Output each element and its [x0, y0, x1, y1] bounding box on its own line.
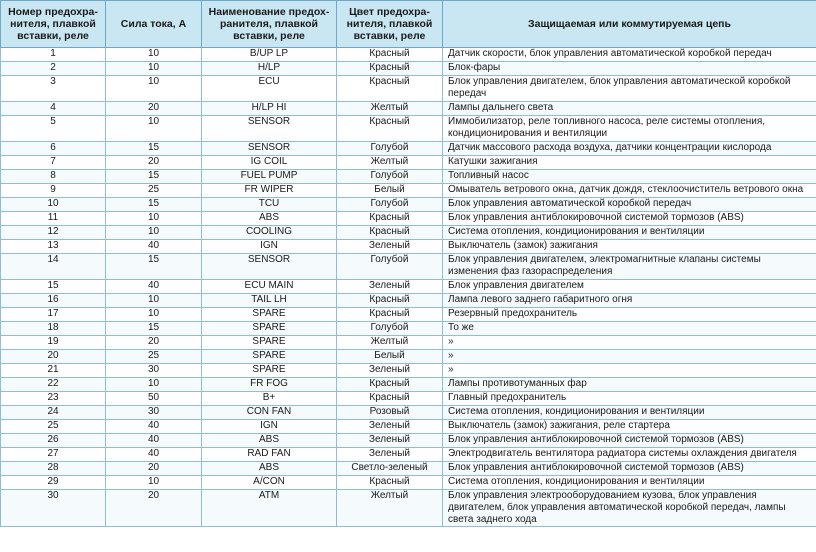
- cell-number: 14: [1, 254, 106, 280]
- table-row: [1, 48, 816, 62]
- cell-number: 19: [1, 336, 106, 350]
- cell-name: SPARE: [202, 336, 337, 350]
- table-row: [1, 76, 816, 102]
- cell-circuit: Блок управления двигателем, электромагнитные клапаны системы изменения фаз газораспределения: [443, 254, 816, 280]
- cell-circuit: Блок управления электрооборудованием кузова, блок управления двигателем, блок управления автоматической коробкой передач, лампы света заднего хода: [443, 490, 816, 527]
- table-row: [1, 308, 816, 322]
- cell-color: Красный: [337, 226, 443, 240]
- cell-current: 20: [106, 490, 202, 527]
- cell-number: 7: [1, 156, 106, 170]
- cell-number: 5: [1, 116, 106, 142]
- header-circuit: Защищаемая или коммутируемая цепь: [443, 1, 816, 48]
- cell-name: CON FAN: [202, 406, 337, 420]
- cell-circuit: Блок управления антиблокировочной системой тормозов (ABS): [443, 434, 816, 448]
- cell-current: 40: [106, 420, 202, 434]
- header-name: Наименование предох-ранителя, плавкой вставки, реле: [202, 1, 337, 48]
- cell-color: Красный: [337, 76, 443, 102]
- cell-circuit: Иммобилизатор, реле топливного насоса, реле системы отопления, кондиционирования и вентиляции: [443, 116, 816, 142]
- cell-circuit: Датчик массового расхода воздуха, датчики концентрации кислорода: [443, 142, 816, 156]
- cell-number: 22: [1, 378, 106, 392]
- cell-current: 10: [106, 116, 202, 142]
- cell-color: Белый: [337, 350, 443, 364]
- cell-color: Голубой: [337, 322, 443, 336]
- cell-name: SPARE: [202, 322, 337, 336]
- cell-circuit: Электродвигатель вентилятора радиатора системы охлаждения двигателя: [443, 448, 816, 462]
- cell-circuit: Система отопления, кондиционирования и вентиляции: [443, 476, 816, 490]
- cell-number: 8: [1, 170, 106, 184]
- cell-circuit: Лампы противотуманных фар: [443, 378, 816, 392]
- cell-circuit: Резервный предохранитель: [443, 308, 816, 322]
- table-row: [1, 392, 816, 406]
- cell-number: 2: [1, 62, 106, 76]
- cell-current: 10: [106, 308, 202, 322]
- cell-circuit: Главный предохранитель: [443, 392, 816, 406]
- cell-circuit: »: [443, 364, 816, 378]
- cell-color: Красный: [337, 48, 443, 62]
- cell-current: 25: [106, 184, 202, 198]
- cell-name: H/LP HI: [202, 102, 337, 116]
- cell-color: Зеленый: [337, 434, 443, 448]
- cell-current: 20: [106, 156, 202, 170]
- cell-name: IGN: [202, 420, 337, 434]
- cell-color: Красный: [337, 62, 443, 76]
- cell-number: 26: [1, 434, 106, 448]
- cell-color: Желтый: [337, 156, 443, 170]
- cell-number: 21: [1, 364, 106, 378]
- cell-current: 10: [106, 212, 202, 226]
- cell-name: ABS: [202, 212, 337, 226]
- cell-circuit: Блок управления антиблокировочной системой тормозов (ABS): [443, 462, 816, 476]
- cell-color: Красный: [337, 476, 443, 490]
- cell-current: 20: [106, 102, 202, 116]
- cell-name: TCU: [202, 198, 337, 212]
- cell-circuit: Блок управления двигателем, блок управления автоматической коробкой передач: [443, 76, 816, 102]
- cell-circuit: Блок управления автоматической коробкой передач: [443, 198, 816, 212]
- cell-name: B/UP LP: [202, 48, 337, 62]
- cell-name: TAIL LH: [202, 294, 337, 308]
- cell-color: Зеленый: [337, 448, 443, 462]
- cell-current: 10: [106, 226, 202, 240]
- cell-name: SENSOR: [202, 142, 337, 156]
- cell-current: 15: [106, 170, 202, 184]
- table-row: [1, 198, 816, 212]
- cell-number: 28: [1, 462, 106, 476]
- cell-circuit: Система отопления, кондиционирования и вентиляции: [443, 226, 816, 240]
- cell-circuit: Блок-фары: [443, 62, 816, 76]
- cell-color: Белый: [337, 184, 443, 198]
- cell-circuit: »: [443, 336, 816, 350]
- table-row: [1, 434, 816, 448]
- cell-number: 27: [1, 448, 106, 462]
- cell-number: 1: [1, 48, 106, 62]
- cell-current: 20: [106, 336, 202, 350]
- cell-name: SPARE: [202, 308, 337, 322]
- cell-number: 18: [1, 322, 106, 336]
- cell-name: FUEL PUMP: [202, 170, 337, 184]
- cell-name: ECU MAIN: [202, 280, 337, 294]
- cell-color: Красный: [337, 392, 443, 406]
- cell-color: Голубой: [337, 142, 443, 156]
- table-row: [1, 336, 816, 350]
- cell-number: 24: [1, 406, 106, 420]
- table-row: [1, 490, 816, 527]
- cell-name: B+: [202, 392, 337, 406]
- cell-name: IGN: [202, 240, 337, 254]
- cell-name: ECU: [202, 76, 337, 102]
- cell-name: SPARE: [202, 350, 337, 364]
- cell-number: 3: [1, 76, 106, 102]
- cell-name: SENSOR: [202, 116, 337, 142]
- cell-current: 15: [106, 142, 202, 156]
- cell-name: IG COIL: [202, 156, 337, 170]
- cell-color: Красный: [337, 212, 443, 226]
- table-row: [1, 240, 816, 254]
- cell-name: RAD FAN: [202, 448, 337, 462]
- cell-number: 23: [1, 392, 106, 406]
- table-row: [1, 448, 816, 462]
- cell-color: Голубой: [337, 198, 443, 212]
- cell-name: COOLING: [202, 226, 337, 240]
- cell-current: 20: [106, 462, 202, 476]
- table-row: [1, 462, 816, 476]
- table-row: [1, 170, 816, 184]
- cell-current: 40: [106, 448, 202, 462]
- cell-circuit: Омыватель ветрового окна, датчик дождя, стеклоочиститель ветрового окна: [443, 184, 816, 198]
- cell-current: 10: [106, 62, 202, 76]
- cell-current: 15: [106, 198, 202, 212]
- cell-color: Желтый: [337, 336, 443, 350]
- cell-name: ATM: [202, 490, 337, 527]
- cell-number: 15: [1, 280, 106, 294]
- cell-current: 10: [106, 48, 202, 62]
- cell-color: Желтый: [337, 490, 443, 527]
- cell-circuit: То же: [443, 322, 816, 336]
- cell-name: SENSOR: [202, 254, 337, 280]
- cell-current: 10: [106, 76, 202, 102]
- cell-current: 10: [106, 294, 202, 308]
- table-row: [1, 102, 816, 116]
- cell-current: 30: [106, 364, 202, 378]
- cell-number: 25: [1, 420, 106, 434]
- cell-name: FR WIPER: [202, 184, 337, 198]
- cell-number: 9: [1, 184, 106, 198]
- cell-current: 40: [106, 434, 202, 448]
- cell-color: Голубой: [337, 254, 443, 280]
- cell-current: 50: [106, 392, 202, 406]
- table-row: [1, 476, 816, 490]
- cell-name: A/CON: [202, 476, 337, 490]
- table-row: [1, 420, 816, 434]
- table-row: [1, 350, 816, 364]
- cell-color: Светло-зеленый: [337, 462, 443, 476]
- cell-circuit: Выключатель (замок) зажигания, реле стартера: [443, 420, 816, 434]
- cell-circuit: Блок управления антиблокировочной системой тормозов (ABS): [443, 212, 816, 226]
- cell-circuit: Датчик скорости, блок управления автоматической коробкой передач: [443, 48, 816, 62]
- cell-number: 13: [1, 240, 106, 254]
- cell-current: 40: [106, 240, 202, 254]
- cell-color: Зеленый: [337, 420, 443, 434]
- table-row: [1, 364, 816, 378]
- cell-color: Розовый: [337, 406, 443, 420]
- cell-name: FR FOG: [202, 378, 337, 392]
- cell-circuit: Лампа левого заднего габаритного огня: [443, 294, 816, 308]
- cell-color: Зеленый: [337, 280, 443, 294]
- table-row: [1, 184, 816, 198]
- cell-current: 10: [106, 378, 202, 392]
- cell-current: 15: [106, 254, 202, 280]
- cell-circuit: Выключатель (замок) зажигания: [443, 240, 816, 254]
- cell-number: 6: [1, 142, 106, 156]
- cell-current: 15: [106, 322, 202, 336]
- header-number: Номер предохра-нителя, плавкой вставки, реле: [1, 1, 106, 48]
- cell-circuit: Блок управления двигателем: [443, 280, 816, 294]
- cell-current: 25: [106, 350, 202, 364]
- table-row: [1, 212, 816, 226]
- cell-circuit: Лампы дальнего света: [443, 102, 816, 116]
- cell-number: 12: [1, 226, 106, 240]
- cell-number: 20: [1, 350, 106, 364]
- cell-circuit: »: [443, 350, 816, 364]
- cell-current: 10: [106, 476, 202, 490]
- cell-number: 17: [1, 308, 106, 322]
- cell-circuit: Топливный насос: [443, 170, 816, 184]
- cell-name: ABS: [202, 462, 337, 476]
- header-color: Цвет предохра-нителя, плавкой вставки, реле: [337, 1, 443, 48]
- cell-number: 30: [1, 490, 106, 527]
- table-row: [1, 116, 816, 142]
- table-row: [1, 378, 816, 392]
- cell-color: Зеленый: [337, 364, 443, 378]
- cell-number: 11: [1, 212, 106, 226]
- table-row: [1, 322, 816, 336]
- table-row: [1, 294, 816, 308]
- cell-number: 4: [1, 102, 106, 116]
- cell-color: Красный: [337, 294, 443, 308]
- table-row: [1, 142, 816, 156]
- cell-number: 10: [1, 198, 106, 212]
- cell-current: 40: [106, 280, 202, 294]
- header-current: Сила тока, А: [106, 1, 202, 48]
- header-row: [1, 1, 816, 48]
- table-row: [1, 156, 816, 170]
- cell-color: Голубой: [337, 170, 443, 184]
- cell-number: 16: [1, 294, 106, 308]
- cell-circuit: Катушки зажигания: [443, 156, 816, 170]
- cell-color: Желтый: [337, 102, 443, 116]
- table-row: [1, 226, 816, 240]
- cell-color: Красный: [337, 116, 443, 142]
- table-row: [1, 62, 816, 76]
- cell-number: 29: [1, 476, 106, 490]
- table-row: [1, 280, 816, 294]
- table-row: [1, 254, 816, 280]
- cell-color: Зеленый: [337, 240, 443, 254]
- cell-name: SPARE: [202, 364, 337, 378]
- cell-name: ABS: [202, 434, 337, 448]
- cell-color: Красный: [337, 308, 443, 322]
- table-row: [1, 406, 816, 420]
- cell-circuit: Система отопления, кондиционирования и вентиляции: [443, 406, 816, 420]
- cell-color: Красный: [337, 378, 443, 392]
- cell-name: H/LP: [202, 62, 337, 76]
- cell-current: 30: [106, 406, 202, 420]
